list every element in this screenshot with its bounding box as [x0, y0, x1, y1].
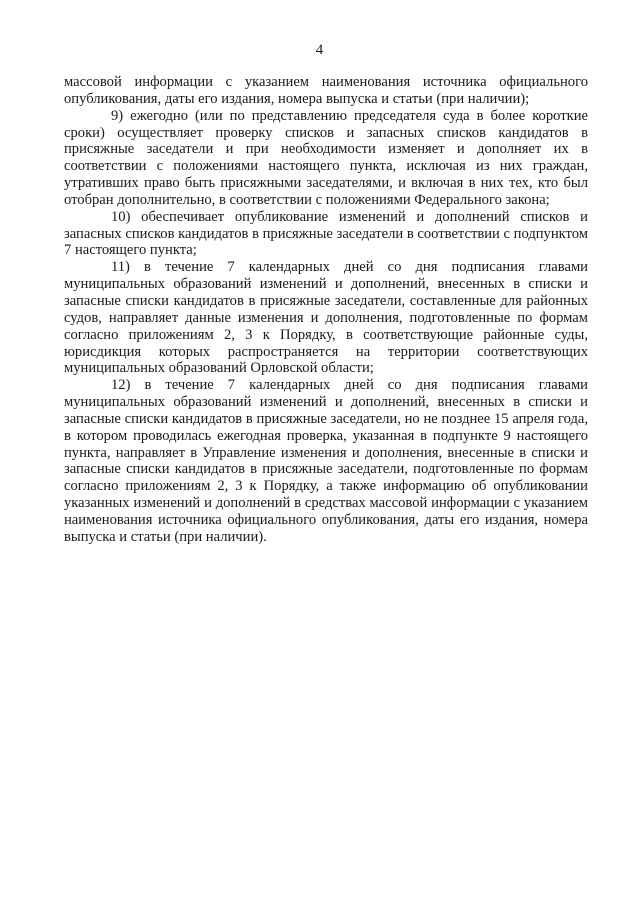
document-body — [64, 74, 588, 546]
paragraph-item-10: 10) обеспечивает опубликование изменений и дополнений списков и запасных списков кандидатов в присяжные заседатели в соответствии с подпунктом 7 настоящего пункта; — [64, 208, 588, 259]
page-number: 4 — [315, 42, 324, 58]
paragraph-item-11: 11) в течение 7 календарных дней со дня подписания главами муниципальных образований изменений и дополнений, внесенных в списки и запасные списки кандидатов в присяжные заседатели, составленные для районных судов, направляет данные изменения и дополнения, подготовленные по формам согласно приложениям 2, 3 к Порядку, в соответствующие районные суды, юрисдикция которых распространяется на территории соответствующих муниципальных образований Орловской области; — [64, 259, 588, 377]
paragraph-continuation: массовой информации с указанием наименования источника официального опубликования, даты его издания, номера выпуска и статьи (при наличии); — [64, 74, 588, 107]
paragraph-item-9: 9) ежегодно (или по представлению председателя суда в более короткие сроки) осуществляет проверку списков и запасных списков кандидатов в присяжные заседатели и при необходимости изменяет и дополняет их в соответствии с положениями настоящего пункта, исключая из них граждан, утративших право быть присяжными заседателями, и включая в них тех, кто был отобран дополнительно, в соответствии с положениями Федерального закона; — [64, 107, 588, 208]
paragraph-item-12: 12) в течение 7 календарных дней со дня подписания главами муниципальных образований изменений и дополнений, внесенных в списки и запасные списки кандидатов в присяжные заседатели, но не позднее 15 апреля года, в котором проводилась ежегодная проверка, указанная в подпункте 9 настоящего пункта, направляет в Управление изменения и дополнения, внесенные в списки и запасные списки кандидатов в присяжные заседатели, подготовленные по формам согласно приложениям 2, 3 к Порядку, а также информацию об опубликовании указанных изменений и дополнений в средствах массовой информации с указанием наименования источника официального опубликования, даты его издания, номера выпуска и статьи (при наличии). — [64, 377, 588, 545]
